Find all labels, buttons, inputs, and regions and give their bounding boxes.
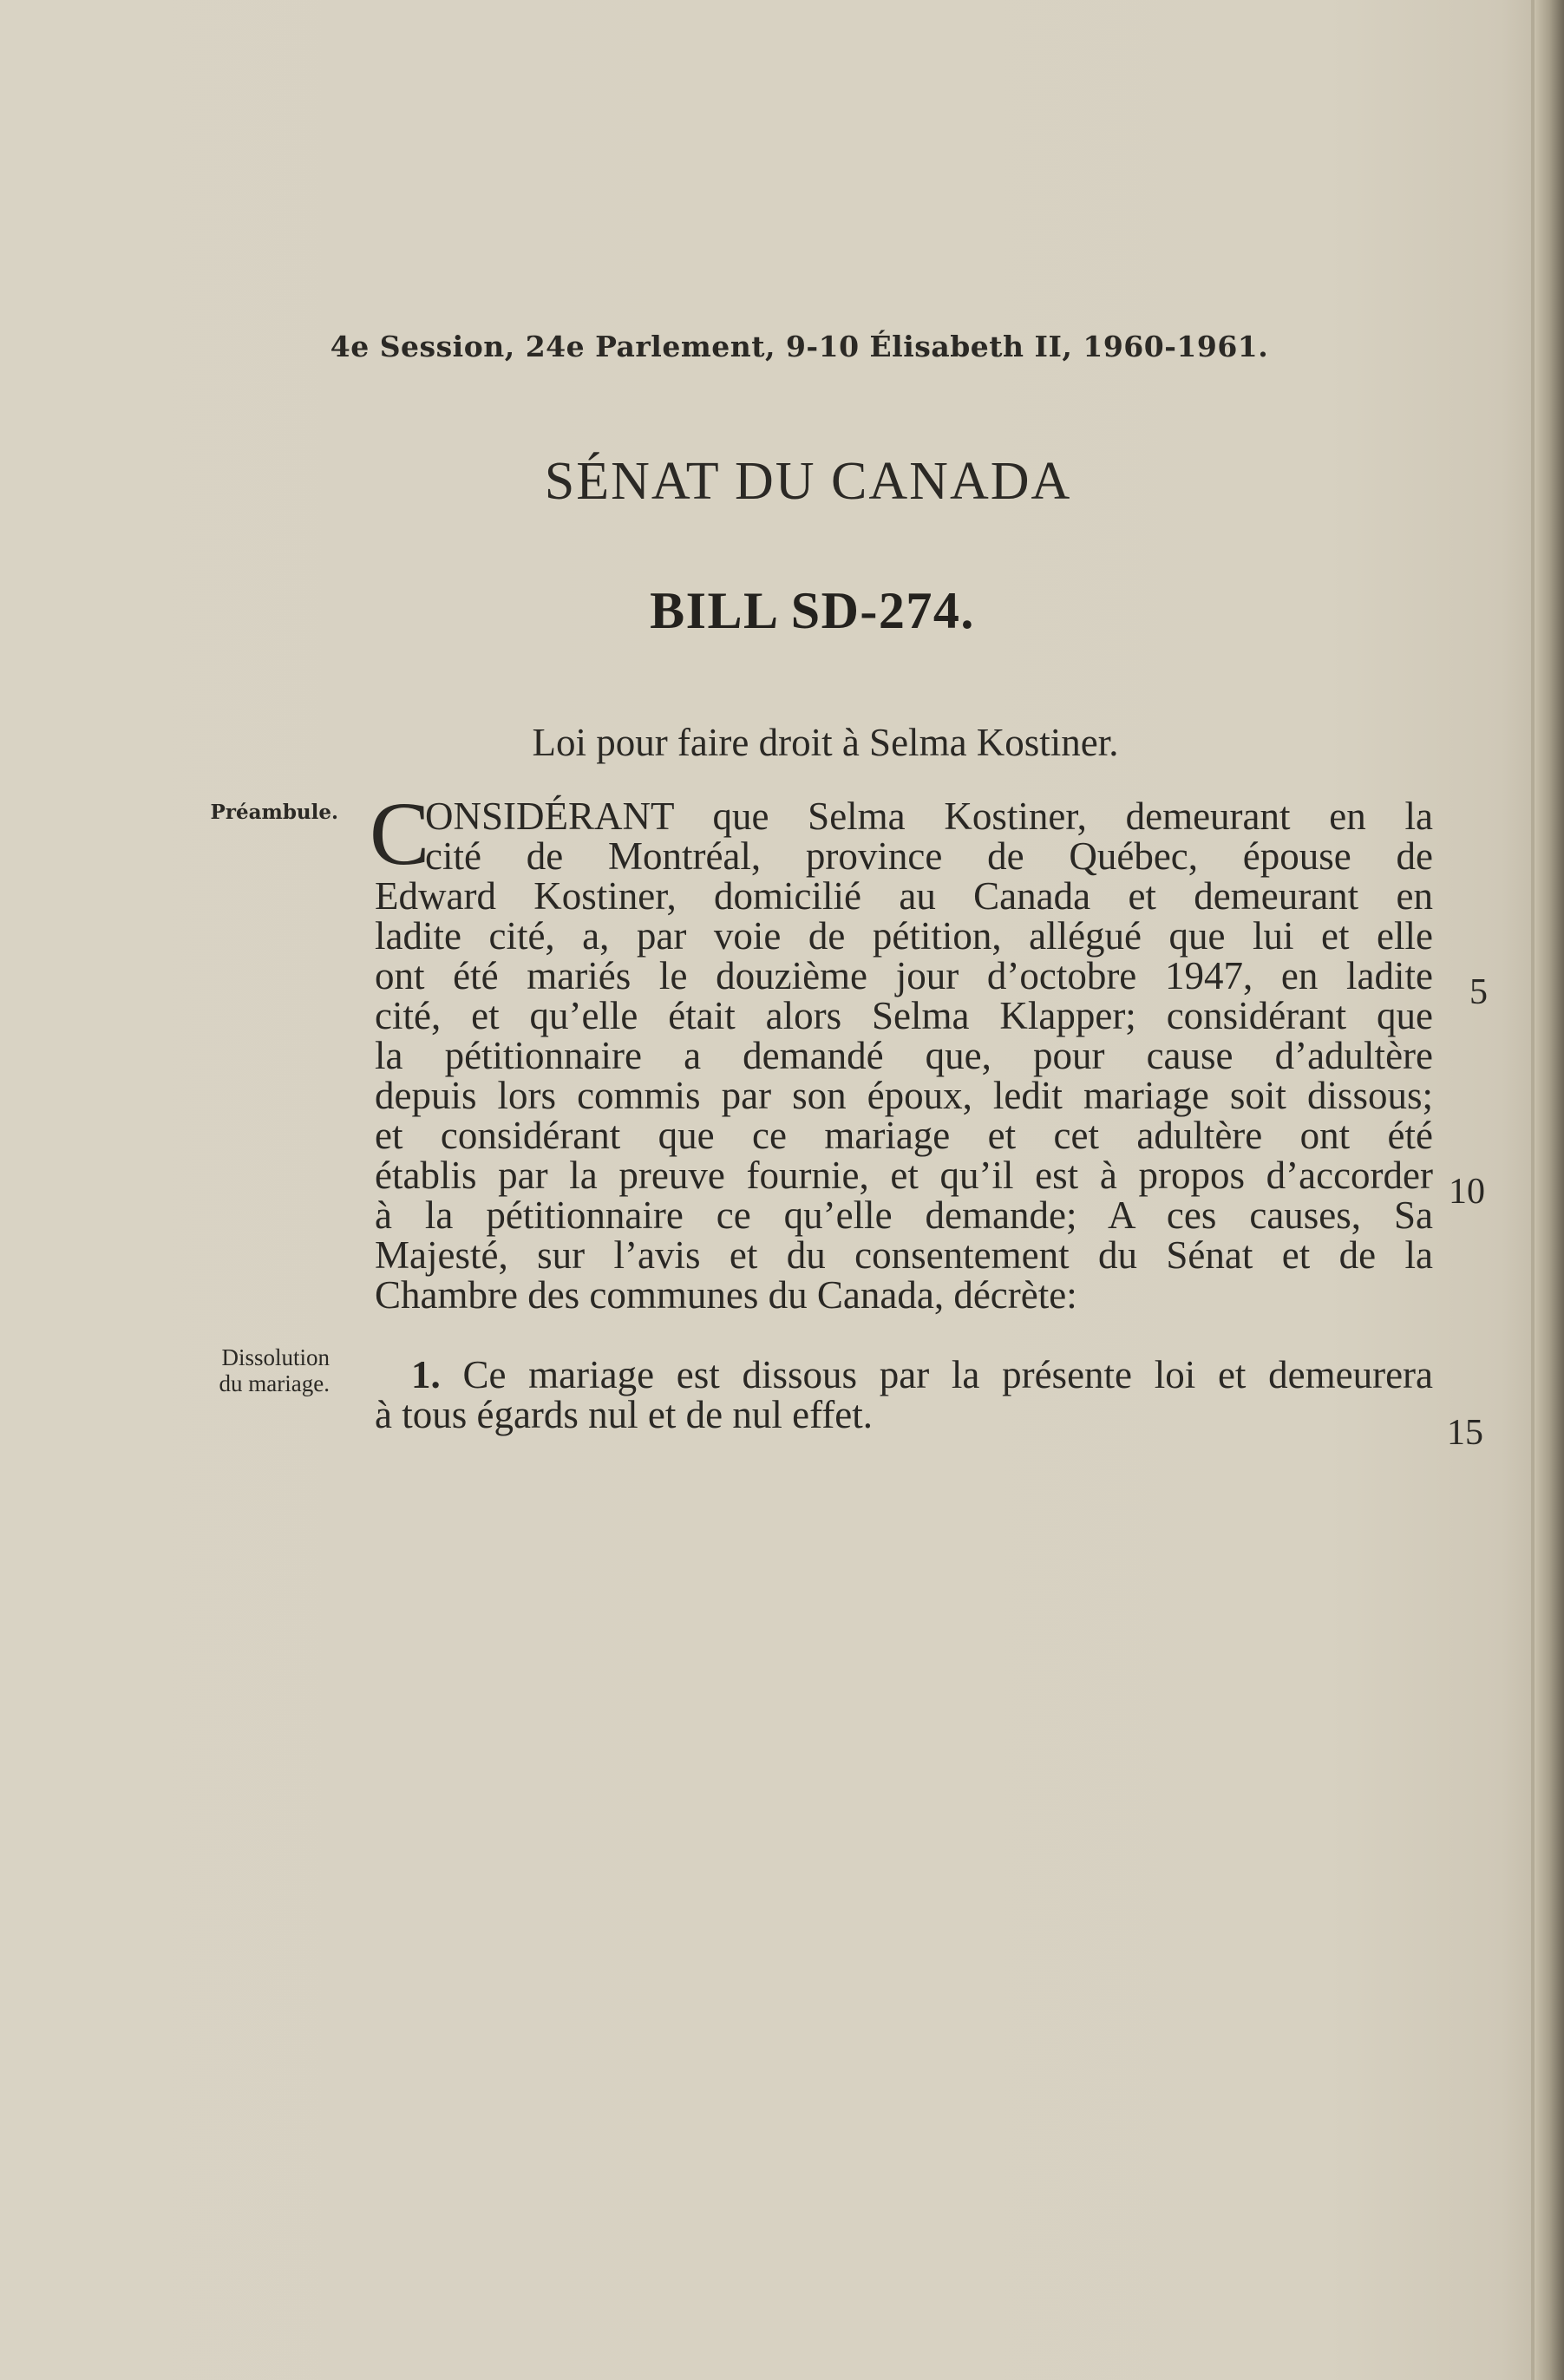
bill-title: BILL SD-274. (650, 582, 975, 639)
margin-note-dissolution-line1: Dissolution (221, 1344, 330, 1370)
preamble-line-13: Chambre des communes du Canada, décrète: (375, 1273, 1077, 1317)
act-title: Loi pour faire droit à Selma Kostiner. (532, 721, 1119, 764)
clause-number: 1. (411, 1353, 441, 1396)
drop-cap: C (370, 784, 430, 884)
preamble-line-3: Edward Kostiner, domicilié au Canada et demeurant en (375, 874, 1433, 918)
preamble-line-6: cité, et qu’elle était alors Selma Klapper; considérant que (375, 994, 1433, 1037)
preamble-line-9: et considérant que ce mariage et cet adultère ont été (375, 1114, 1433, 1157)
clause-line-1 (375, 1355, 1433, 1395)
preamble-line-1: ONSIDÉRANT que Selma Kostiner, demeurant en la (425, 794, 1433, 838)
preamble-paragraph (370, 784, 1433, 1317)
margin-note-dissolution-line2: du mariage. (219, 1370, 330, 1396)
preamble-line-12: Majesté, sur l’avis et du consentement du Sénat et de la (375, 1233, 1433, 1277)
session-line: 4e Session, 24e Parlement, 9-10 Élisabeth II, 1960-1961. (330, 330, 1269, 363)
line-number-15: 15 (1447, 1413, 1483, 1453)
preamble-line-4: ladite cité, a, par voie de pétition, allégué que lui et elle (375, 914, 1433, 958)
clause-line-2: à tous égards nul et de nul effet. (375, 1393, 873, 1436)
clause-1 (375, 1355, 1433, 1435)
line-number-10: 10 (1449, 1172, 1485, 1212)
margin-note-preamble: Préambule. (210, 801, 338, 824)
preamble-line-2: cité de Montréal, province de Québec, épouse de (425, 834, 1433, 878)
preamble-line-8: depuis lors commis par son époux, ledit mariage soit dissous; (375, 1074, 1433, 1117)
preamble-line-11: à la pétitionnaire ce qu’elle demande; A ces causes, Sa (375, 1193, 1433, 1237)
preamble-line-5: ont été mariés le douzième jour d’octobre 1947, en ladite (375, 954, 1433, 997)
preamble-line-7: la pétitionnaire a demandé que, pour cause d’adultère (375, 1034, 1433, 1077)
clause-text-1: Ce mariage est dissous par la présente loi et demeurera (440, 1353, 1433, 1396)
line-number-5: 5 (1469, 972, 1488, 1012)
preamble-line-10: établis par la preuve fournie, et qu’il est à propos d’accorder (375, 1154, 1433, 1197)
margin-note-dissolution (156, 1344, 330, 1396)
senate-title: SÉNAT DU CANADA (544, 452, 1072, 511)
